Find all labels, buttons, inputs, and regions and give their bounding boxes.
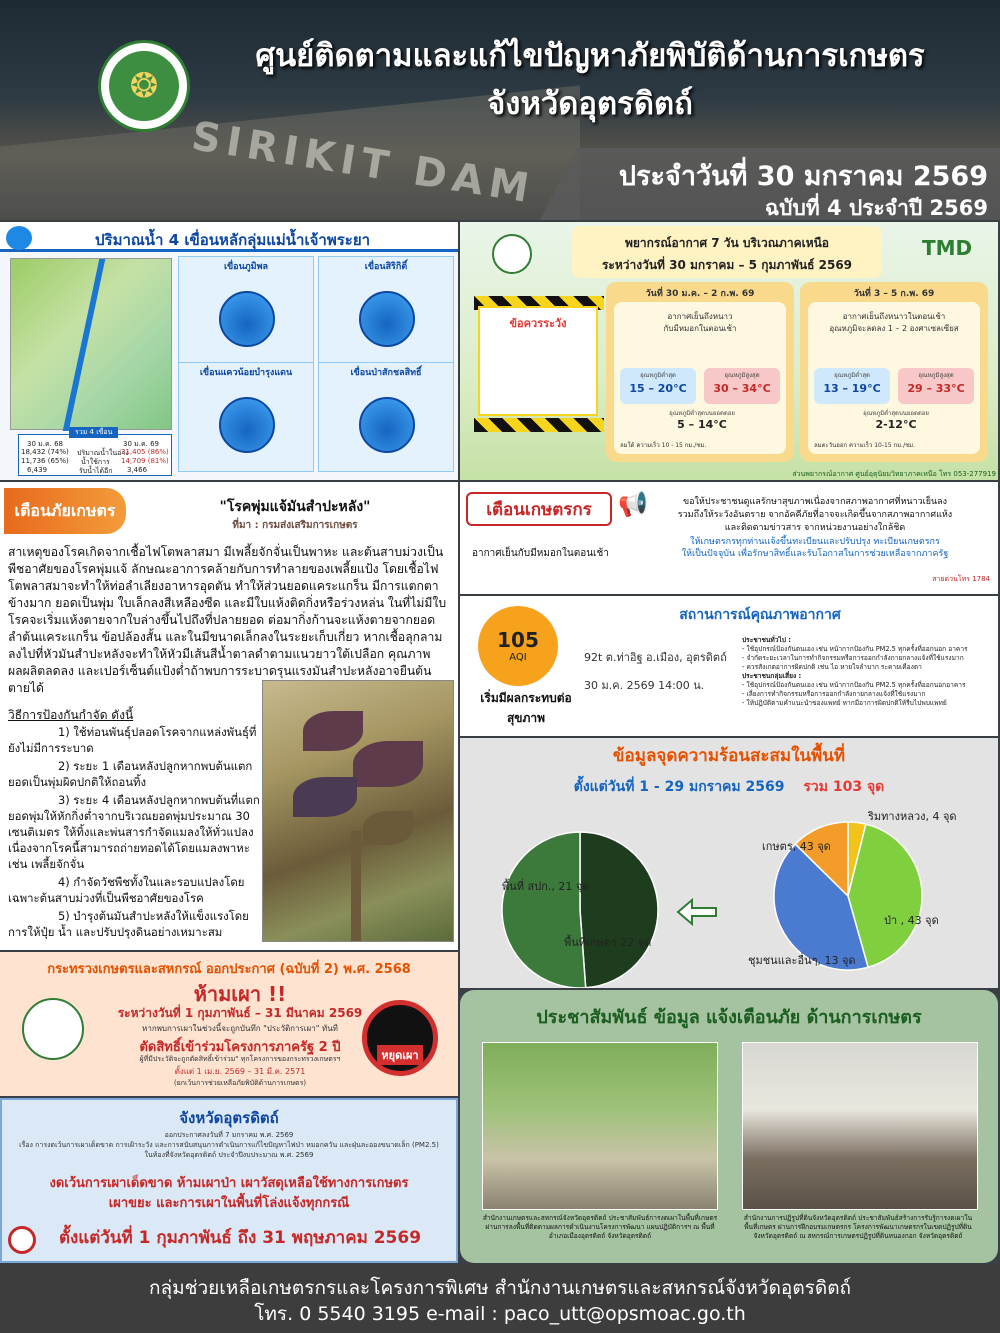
dam-card-khwae-noi: เขื่อนแควน้อยบำรุงแดน [178, 362, 314, 472]
issue-number: ฉบับที่ 4 ประจำปี 2569 [764, 196, 988, 220]
issue-date: ประจำวันที่ 30 มกราคม 2569 [618, 161, 988, 192]
farmer-warning-panel: เตือนเกษตรกร 📢 อากาศเย็นกับมีหมอกในตอนเช้า ขอให้ประชาชนดูแลรักษาสุขภาพเนื่องจากสภาพอากาศที่หนาวเย็นลง รวมถึงให้ระวังอันตราย จากอัคคีภัยที่อาจจะเกิดขึ้นจากสภาพอากาศแห้ง และติดตามข่าวสาร จากหน่วยงานอย่างใกล้ชิด ให้เกษตรกรทุกท่านแจ้งขึ้นทะเบียนและปรับปรุง ทะเบียนเกษตรกร ให้เป็นปัจจุบัน เพื่อรักษาสิทธิ์และรับโอกาสในการช่วยเหลือจากภาครัฐ สายด่วนโทร 1784 [460, 482, 998, 594]
forecast-title: พยากรณ์อากาศ 7 วัน บริเวณภาคเหนือ [624, 236, 830, 250]
prevention-step: 4) กำจัดวัชพืชทั้งในและรอบแปลงโดยเฉพาะต้นสาบม่วงที่เป็นพืชอาศัยของโรค [8, 875, 245, 905]
water-volume-panel [0, 222, 458, 480]
weather-forecast-panel [460, 222, 998, 480]
aqi-heading: สถานการณ์คุณภาพอากาศ [679, 607, 841, 623]
province-announcement-panel: จังหวัดอุตรดิตถ์ ออกประกาศลงวันที่ 7 มกราคม พ.ศ. 2569 เรื่อง การงดเว้นการเผาเด็ดขาด การเฝ้าระวัง และการสนับสนุนการดำเนินการแก้ไขปัญหาไฟป่า หมอกควัน และฝุ่นละอองขนาดเล็ก (PM2.5) ในท้องที่จังหวัดอุตรดิตถ์ ประจำปีงบประมาณ พ.ศ. 2569 งดเว้นการเผาเด็ดขาด ห้ามเผาป่า เผาวัสดุเหลือใช้ทางการเกษตร เผาขยะ และการเผาในพื้นที่โล่งแจ้งทุกกรณี ตั้งแต่วันที่ 1 กุมภาพันธ์ ถึง 31 พฤษภาคม 2569 [0, 1098, 458, 1263]
pie-chart-land-type [502, 832, 658, 988]
aqi-value: 105 [497, 628, 539, 652]
hotline: สายด่วนโทร 1784 [932, 575, 990, 583]
hotspot-panel [460, 738, 998, 988]
rid-logo-icon [6, 226, 32, 250]
aqi-badge [478, 606, 558, 686]
pr-panel [460, 990, 998, 1263]
hotspot-pie-charts [460, 738, 998, 988]
air-quality-panel: สถานการณ์คุณภาพอากาศ 105 AQI เริ่มมีผลกระทบต่อสุขภาพ 92t ต.ท่าอิฐ อ.เมือง, อุตรดิตถ์ 30 ม.ค. 2569 14:00 น. ประชาชนทั่วไป : - ใช้อุปกรณ์ป้องกันตนเอง เช่น หน้ากากป้องกัน PM2.5 ทุกครั้งที่ออกนอก อาคาร - จำกัดระยะเวลาในการทำกิจกรรมหรือการออกกำลังกายกลางแจ้งที่ใช้แรงมาก - ควรสังเกตอาการผิดปกติ เช่น ไอ หายใจลำบาก ระคายเคืองตา ประชาชนกลุ่มเสี่ยง : - ใช้อุปกรณ์ป้องกันตนเอง เช่น หน้ากากป้องกัน PM2.5 ทุกครั้งที่ออกนอกอาคาร - เลี่ยงการทำกิจกรรมหรือการออกกำลังกายกลางแจ้งที่ใช้แรงมาก - ให้ปฏิบัติตามคำแนะนำของแพทย์ หากมีอาการผิดปกติให้รีบไปพบแพทย์ [460, 596, 998, 736]
prevention-step: 5) บำรุงต้นมันสำปะหลังให้แข็งแรงโดยการให้ปุ๋ย น้ำ และปรับปรุงดินอย่างเหมาะสม [8, 909, 249, 939]
pr-photo-training [742, 1042, 978, 1210]
caution-box [478, 306, 598, 416]
ministry-logo-small [22, 998, 84, 1060]
aqi-status: เริ่มมีผลกระทบต่อสุขภาพ [480, 691, 572, 725]
aqi-station: 92t ต.ท่าอิฐ อ.เมือง, อุตรดิตถ์ [584, 651, 727, 664]
aqi-unit: AQI [509, 652, 527, 663]
prevention-step: 2) ระยะ 1 เดือนหลังปลูกหากพบต้นแตกยอดเป็นพุ่มผิดปกติให้ถอนทิ้ง [8, 759, 253, 789]
forecast-card-2: วันที่ 3 – 5 ก.พ. 69 อากาศเย็นถึงหนาวในตอนเช้า อุณหภูมิจะลดลง 1 – 2 องศาเซลเซียส อุณหภูมิต่ำสุด 13 – 19°C อุณหภูมิสูงสุด 29 – 33°C อุณหภูมิต่ำสุดบนยอดดอย 2-12°C ลมตะวันออก ความเร็ว 10-15 กม./ชม. [800, 282, 988, 462]
forecast-source: ส่วนพยากรณ์อากาศ ศูนย์อุตุนิยมวิทยาภาคเหนือ โทร 053-277919 [792, 470, 996, 478]
province-ban-period: ตั้งแต่วันที่ 1 กุมภาพันธ์ ถึง 31 พฤษภาคม 2569 [58, 1228, 422, 1248]
aqi-time: 30 ม.ค. 2569 14:00 น. [584, 679, 705, 692]
pr-caption: สำนักงานการปฏิรูปที่ดินจังหวัดอุตรดิตถ์ ประชาสัมพันธ์สร้างการรับรู้การงดเผาในพื้นที่เกษตร ผ่านการฝึกอบรมเกษตรกร โครงการพัฒนาเกษตรกรในเขตปฏิรูปที่ดิน จังหวัดอุตรดิตถ์ ณ สหกรณ์การเกษตรปฏิรูปที่ดินหนองกอก จังหวัดอุตรดิตถ์ [743, 1214, 973, 1240]
dam-background-text: SIRIKIT DAM [188, 113, 538, 213]
disease-tag: เตือนภัยเกษตร [4, 488, 126, 534]
ministry-logo [98, 40, 190, 132]
disease-title: "โรคพุ่มแจ้มันสำปะหลัง" [219, 499, 371, 515]
header-banner [0, 0, 1000, 220]
forecast-card-1: วันที่ 30 ม.ค. – 2 ก.พ. 69 อากาศเย็นถึงหนาว กับมีหมอกในตอนเช้า อุณหภูมิต่ำสุด 15 – 20°C อุณหภูมิสูงสุด 30 – 34°C อุณหภูมิต่ำสุดบนยอดดอย 5 – 14°C ลมใต้ ความเร็ว 10 - 15 กม./ชม. [606, 282, 794, 462]
stop-burning-icon: หยุดเผา [362, 1000, 438, 1076]
water-panel-title: ปริมาณน้ำ 4 เขื่อนหลักลุ่มแม่น้ำเจ้าพระยา [95, 231, 371, 249]
water-summary-table: รวม 4 เขื่อน 30 ม.ค. 68 30 ม.ค. 69 18,432 (74%) ปริมาณน้ำในอ่าง 21,405 (86%) 11,736 (65%) น้ำใช้การ 14,709 (81%) 6,439 รับน้ำได้อีก 3,466 [18, 434, 172, 476]
disease-source: ที่มา : กรมส่งเสริมการเกษตร [232, 520, 358, 531]
pie-slice [580, 832, 658, 988]
farmer-warning-tag: เตือนเกษตรกร [466, 492, 612, 526]
prevention-heading: วิธีการป้องกันกำจัด ดังนี้ [8, 708, 134, 722]
caution-label: ข้อควรระวัง [509, 317, 567, 330]
pie-label: ป่า , 43 จุด [884, 914, 939, 927]
page-title: ศูนย์ติดตามและแก้ไขปัญหาภัยพิบัติด้านการเกษตร [255, 38, 925, 74]
pie-label: ริมทางหลวง, 4 จุด [868, 810, 957, 823]
pie-label: ชุมชนและอื่นๆ, 13 จุด [748, 954, 856, 967]
pie-chart-area-type [748, 810, 957, 970]
penalty-text: ตัดสิทธิ์เข้าร่วมโครงการภาครัฐ 2 ปี [139, 1040, 341, 1055]
megaphone-icon: 📢 [618, 490, 648, 518]
pie-label: เกษตร, 43 จุด [762, 840, 831, 853]
tmd-logo: TMD [922, 236, 973, 260]
arrow-left-icon [678, 900, 716, 924]
prevention-step: 3) ระยะ 4 เดือนหลังปลูกหากพบต้นที่แตกยอดพุ่มให้หักกิ่งต่ำจากบริเวณยอดพุ่มประมาณ 30 เซนติเมตร ให้ทิ้งและพ่นสารกำจัดแมลงให้ทั่วแปลง เนื่องจากโรคนี้สามารถถ่ายทอดได้โดยแมลงพาหะ เช่น เพลี้ยจักจั่น [8, 793, 260, 871]
pie-label: พื้นที่ สปก., 21 จุด [502, 880, 590, 893]
cassava-photo [262, 680, 454, 942]
pie-label: พื้นที่เกษตร 22 จุด [564, 936, 652, 949]
pr-caption: สำนักงานเกษตรและสหกรณ์จังหวัดอุตรดิตถ์ ประชาสัมพันธ์การงดเผาในพื้นที่เกษตร ผ่านการลงพื้นที่ติดตามผลการดำเนินงานโครงการพัฒนา แผนปฏิบัติการฯ ณ พื้นที่อำเภอเมืองอุตรดิตถ์ จังหวัดอุตรดิตถ์ [482, 1214, 718, 1240]
hotspot-range: ตั้งแต่วันที่ 1 - 29 มกราคม 2569 [573, 779, 785, 795]
burn-ban-panel: กระทรวงเกษตรและสหกรณ์ ออกประกาศ (ฉบับที่ 2) พ.ศ. 2568 ห้ามเผา !! ระหว่างวันที่ 1 กุมภาพันธ์ – 31 มีนาคม 2569 หากพบการเผาในช่วงนี้จะถูกบันทึก "ประวัติการเผา" ทันที ตัดสิทธิ์เข้าร่วมโครงการภาครัฐ 2 ปี ผู้ที่มีประวัติจะถูกตัดสิทธิ์เข้าร่วม" ทุกโครงการของกระทรวงเกษตรฯ ตั้งแต่ 1 เม.ย. 2569 – 31 มี.ค. 2571 (ยกเว้นการช่วยเหลือภัยพิบัติด้านการเกษตร) หยุดเผา [0, 952, 458, 1096]
pr-photo-field-visit [482, 1042, 718, 1210]
dam-card-bhumibol: เขื่อนภูมิพล [178, 256, 314, 366]
ban-heading: กระทรวงเกษตรและสหกรณ์ ออกประกาศ (ฉบับที่ 2) พ.ศ. 2568 [47, 962, 411, 977]
hotspot-heading: ข้อมูลจุดความร้อนสะสมในพื้นที่ [612, 746, 846, 766]
ban-date-range: ระหว่างวันที่ 1 กุมภาพันธ์ – 31 มีนาคม 2569 [117, 1006, 363, 1020]
pie-slice [502, 832, 586, 988]
prevention-step: 1) ใช้ท่อนพันธุ์ปลอดโรคจากแหล่งพันธุ์ที่ยังไม่มีการระบาด [8, 725, 257, 755]
agency-logo [492, 234, 532, 274]
forecast-range: ระหว่างวันที่ 30 มกราคม – 5 กุมภาพันธ์ 2569 [601, 258, 853, 272]
no-burning-headline: ห้ามเผา !! [193, 982, 287, 1006]
basin-map [10, 258, 172, 430]
disease-description: สาเหตุของโรคเกิดจากเชื้อไฟโตพลาสมา มีเพลี้ยจักจั่นเป็นพาหะ และต้นสาบม่วงเป็นพืชอาศัยของโรคพุ่มแจ้ ลักษณะอาการคล้ายกับการทำลายของเพลี้ยแป้ง โดยเชื้อไฟโตพลาสมาจะทำให้ท่อลำเลียงอาหารอุดตัน ทำให้ส่วนยอดแคระแกร็น มีการแตกตาข้างมาก ยอดเป็นพุ่ม ใบเล็กลงสีเหลืองซีด และมีใบแห้งติดกิ่งหรือร่วงหล่น ในที่ไม่มีใบโรคจะเริ่มแห้งตายจากใบล่างขึ้นไปถึงที่ปลายยอด ต่อมากิ่งก้านจะแห้งตายจากยอด ลำต้นแคระแกร็น ข้อปล้องสั้น และในมีขนาดเล็กลงในระยะเก็บเกี่ยว หากเชื้อลุกลามลงไปที่หัวมันสำปะหลังจะทำให้หัวมีเส้นสีน้ำตาลดำตามแนวยาวใต้เปลือก คุณภาพผลผลิตลดลง และเปอร์เซ็นต์แป้งต่ำถ้าพบการระบาดรุนแรงมันสำปะหลังอาจยืนต้นตายได้ [8, 545, 447, 695]
footer [0, 1265, 1000, 1333]
province-main-line: งดเว้นการเผาเด็ดขาด ห้ามเผาป่า เผาวัสดุเหลือใช้ทางการเกษตร [49, 1176, 409, 1191]
province-main-line: เผาขยะ และการเผาในพื้นที่โล่งแจ้งทุกกรณี [108, 1196, 350, 1211]
pr-heading: ประชาสัมพันธ์ ข้อมูล แจ้งเตือนภัย ด้านการเกษตร [536, 1007, 922, 1028]
disease-warning-panel [0, 482, 458, 950]
farmer-warning-sub: อากาศเย็นกับมีหมอกในตอนเช้า [472, 548, 609, 559]
province-heading: จังหวัดอุตรดิตถ์ [179, 1109, 279, 1127]
dam-card-pasak: เขื่อนป่าสักชลสิทธิ์ [318, 362, 454, 472]
dam-card-sirikit: เขื่อนสิริกิติ์ [318, 256, 454, 366]
hotspot-total: รวม 103 จุด [803, 779, 885, 795]
footer-office: กลุ่มช่วยเหลือเกษตรกรและโครงการพิเศษ สำนักงานเกษตรและสหกรณ์จังหวัดอุตรดิตถ์ [148, 1277, 852, 1299]
footer-contact: โทร. 0 5540 3195 e-mail : paco_utt@opsmoac.go.th [254, 1303, 746, 1325]
deity-emblem-icon: ❂ [109, 51, 179, 121]
page-subtitle: จังหวัดอุตรดิตถ์ [487, 86, 693, 122]
